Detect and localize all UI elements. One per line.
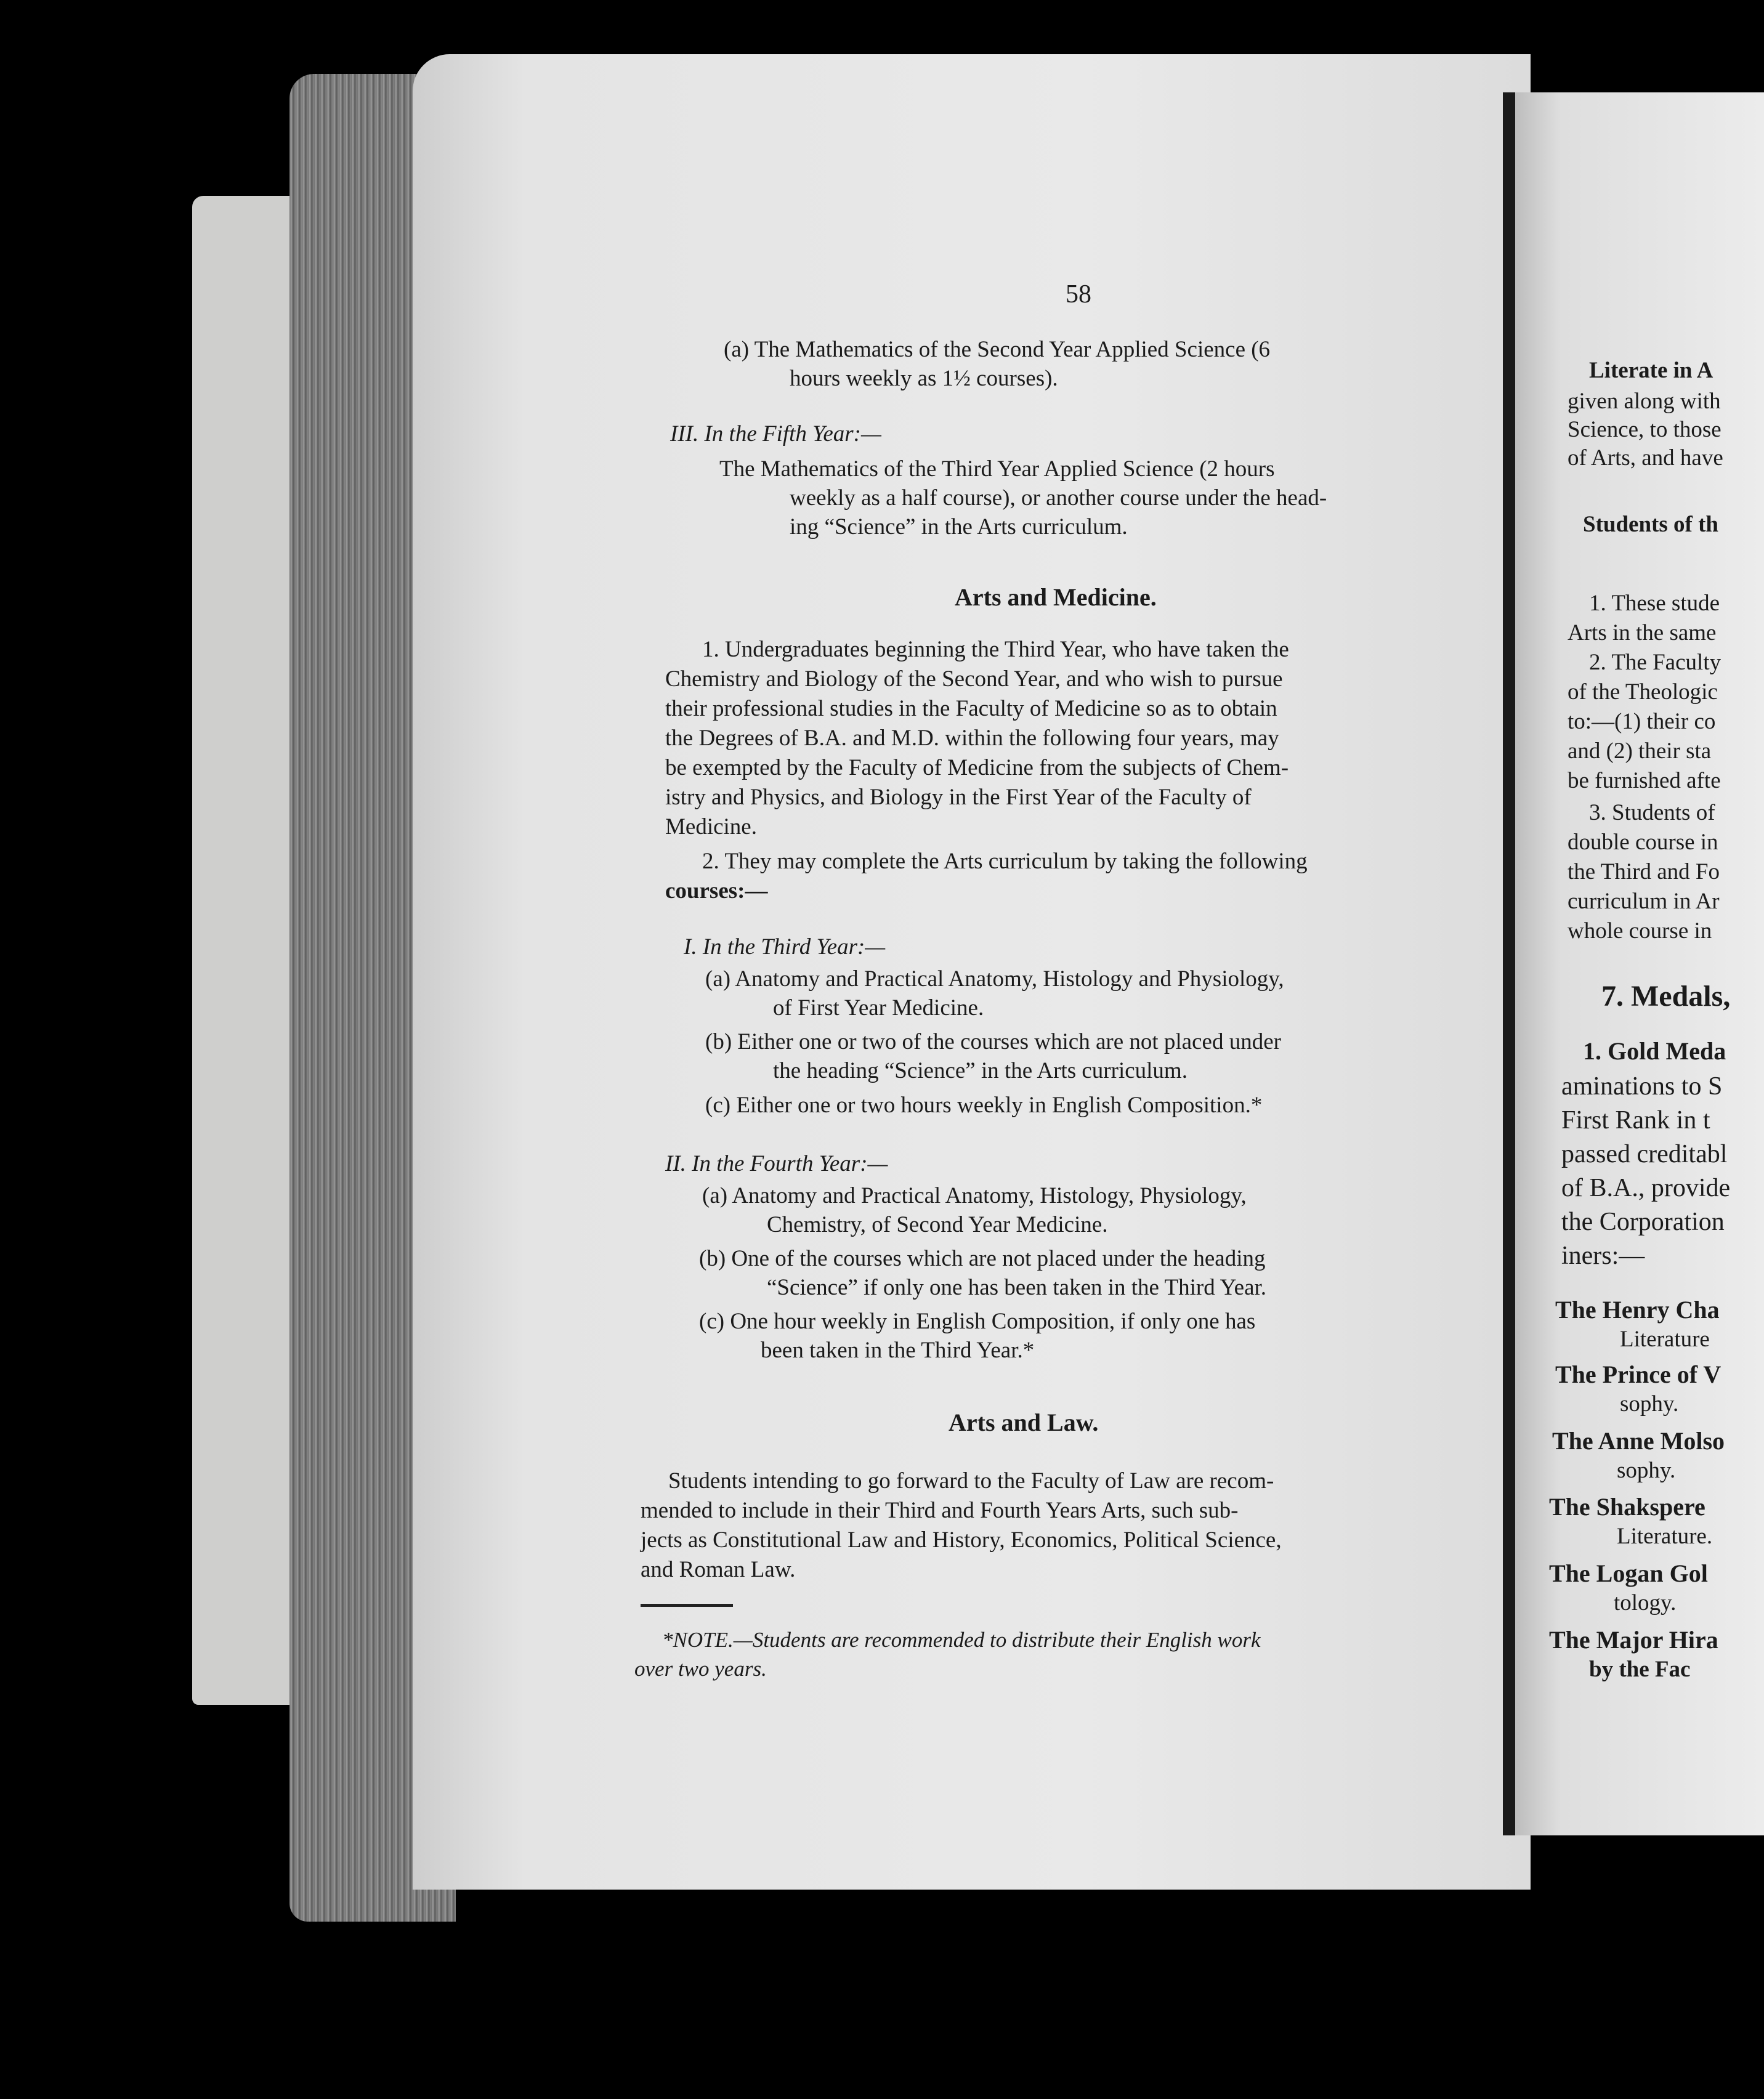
arts-law-heading: Arts and Law. — [949, 1409, 1099, 1436]
footnote-rule — [641, 1604, 733, 1607]
am-p1-line-7: Medicine. — [665, 814, 757, 839]
fourth-c-line-2: been taken in the Third Year.* — [761, 1338, 1035, 1363]
fifth-year-line-2: weekly as a half course), or another course under the head- — [790, 485, 1327, 511]
right-line: iners:— — [1561, 1242, 1645, 1270]
third-a-line-2: of First Year Medicine. — [773, 995, 984, 1021]
am-p1-line-5: be exempted by the Faculty of Medicine from the subjects of Chem- — [665, 755, 1289, 780]
footnote-line-1: *NOTE.—Students are recommended to distribute their English work — [662, 1628, 1261, 1652]
am-p1-line-3: their professional studies in the Faculty of Medicine so as to obtain — [665, 696, 1277, 721]
right-line: First Rank in t — [1561, 1106, 1710, 1134]
am-p1-line-6: istry and Physics, and Biology in the First Year of the Faculty of — [665, 785, 1252, 810]
right-line: 2. The Faculty — [1589, 650, 1722, 675]
third-b-line-2: the heading “Science” in the Arts curriculum. — [773, 1058, 1187, 1083]
fourth-year-heading: II. In the Fourth Year:— — [665, 1151, 888, 1176]
right-line: of B.A., provide — [1561, 1174, 1731, 1202]
fourth-b-line-1: (b) One of the courses which are not placed under the heading — [699, 1246, 1266, 1271]
fourth-b-line-2: “Science” if only one has been taken in the Third Year. — [767, 1275, 1267, 1300]
right-line: 1. Gold Meda — [1583, 1037, 1726, 1065]
right-line: whole course in — [1568, 918, 1712, 944]
fourth-a-line-2: Chemistry, of Second Year Medicine. — [767, 1212, 1108, 1237]
arts-medicine-heading: Arts and Medicine. — [955, 583, 1157, 611]
right-line: Students of th — [1583, 512, 1718, 537]
fifth-year-line-3: ing “Science” in the Arts curriculum. — [790, 514, 1128, 540]
fourth-a-line-1: (a) Anatomy and Practical Anatomy, Histology, Physiology, — [702, 1183, 1247, 1208]
page-number: 58 — [1066, 280, 1091, 309]
right-line: The Prince of V — [1555, 1361, 1722, 1388]
right-line: The Henry Cha — [1555, 1296, 1720, 1324]
law-line-1: Students intending to go forward to the Faculty of Law are recom- — [668, 1468, 1274, 1494]
right-line: Literature. — [1617, 1524, 1713, 1549]
right-line: The Major Hira — [1549, 1626, 1718, 1654]
right-line: sophy. — [1620, 1391, 1679, 1417]
right-line: passed creditabl — [1561, 1140, 1728, 1168]
law-line-4: and Roman Law. — [641, 1557, 796, 1582]
right-line: 3. Students of — [1589, 800, 1715, 825]
law-line-2: mended to include in their Third and Fourth Years Arts, such sub- — [641, 1498, 1239, 1523]
law-line-3: jects as Constitutional Law and History, Economics, Political Science, — [641, 1527, 1282, 1553]
fifth-year-line-1: The Mathematics of the Third Year Applied Science (2 hours — [719, 456, 1275, 482]
right-line: The Shakspere — [1549, 1493, 1705, 1521]
right-line: of the Theologic — [1568, 679, 1718, 705]
fifth-year-heading: III. In the Fifth Year:— — [670, 421, 881, 447]
right-line: aminations to S — [1561, 1072, 1723, 1101]
right-line: sophy. — [1617, 1458, 1676, 1483]
am-p1-line-2: Chemistry and Biology of the Second Year, and who wish to pursue — [665, 666, 1283, 692]
am-p2-line-1: 2. They may complete the Arts curriculum by taking the following — [702, 849, 1308, 874]
am-p1-line-1: 1. Undergraduates beginning the Third Year, who have taken the — [702, 637, 1289, 662]
right-line: and (2) their sta — [1568, 738, 1712, 764]
third-c: (c) Either one or two hours weekly in English Composition.* — [705, 1093, 1263, 1118]
third-a-line-1: (a) Anatomy and Practical Anatomy, Histology and Physiology, — [705, 966, 1284, 992]
left-page — [413, 54, 1531, 1890]
right-line: Literate in A — [1589, 358, 1713, 383]
right-line: curriculum in Ar — [1568, 889, 1720, 914]
third-year-heading: I. In the Third Year:— — [684, 934, 886, 960]
right-line: be furnished afte — [1568, 768, 1721, 793]
right-line: given along with — [1568, 389, 1721, 414]
right-line: Arts in the same — [1568, 620, 1717, 645]
right-line: 7. Medals, — [1601, 980, 1731, 1013]
right-line: the Corporation — [1561, 1208, 1725, 1236]
am-p1-line-4: the Degrees of B.A. and M.D. within the following four years, may — [665, 726, 1279, 751]
right-line: to:—(1) their co — [1568, 709, 1716, 734]
item-a-line-1: (a) The Mathematics of the Second Year Applied Science (6 — [724, 337, 1271, 362]
right-line: Literature — [1620, 1327, 1710, 1352]
footnote-line-2: over two years. — [634, 1657, 767, 1681]
am-p2-line-2: courses:— — [665, 878, 768, 904]
third-b-line-1: (b) Either one or two of the courses which are not placed under — [705, 1029, 1281, 1054]
right-page — [1515, 92, 1764, 1835]
right-line: by the Fac — [1589, 1657, 1691, 1682]
right-line: tology. — [1614, 1590, 1677, 1616]
right-line: the Third and Fo — [1568, 859, 1720, 884]
item-a-line-2: hours weekly as 1½ courses). — [790, 366, 1058, 391]
right-line: 1. These stude — [1589, 591, 1720, 616]
right-line: The Anne Molso — [1552, 1427, 1725, 1455]
fourth-c-line-1: (c) One hour weekly in English Composition, if only one has — [699, 1309, 1256, 1334]
right-line: Science, to those — [1568, 417, 1722, 442]
right-line: The Logan Gol — [1549, 1559, 1708, 1587]
right-line: double course in — [1568, 830, 1718, 855]
right-line: of Arts, and have — [1568, 445, 1723, 471]
